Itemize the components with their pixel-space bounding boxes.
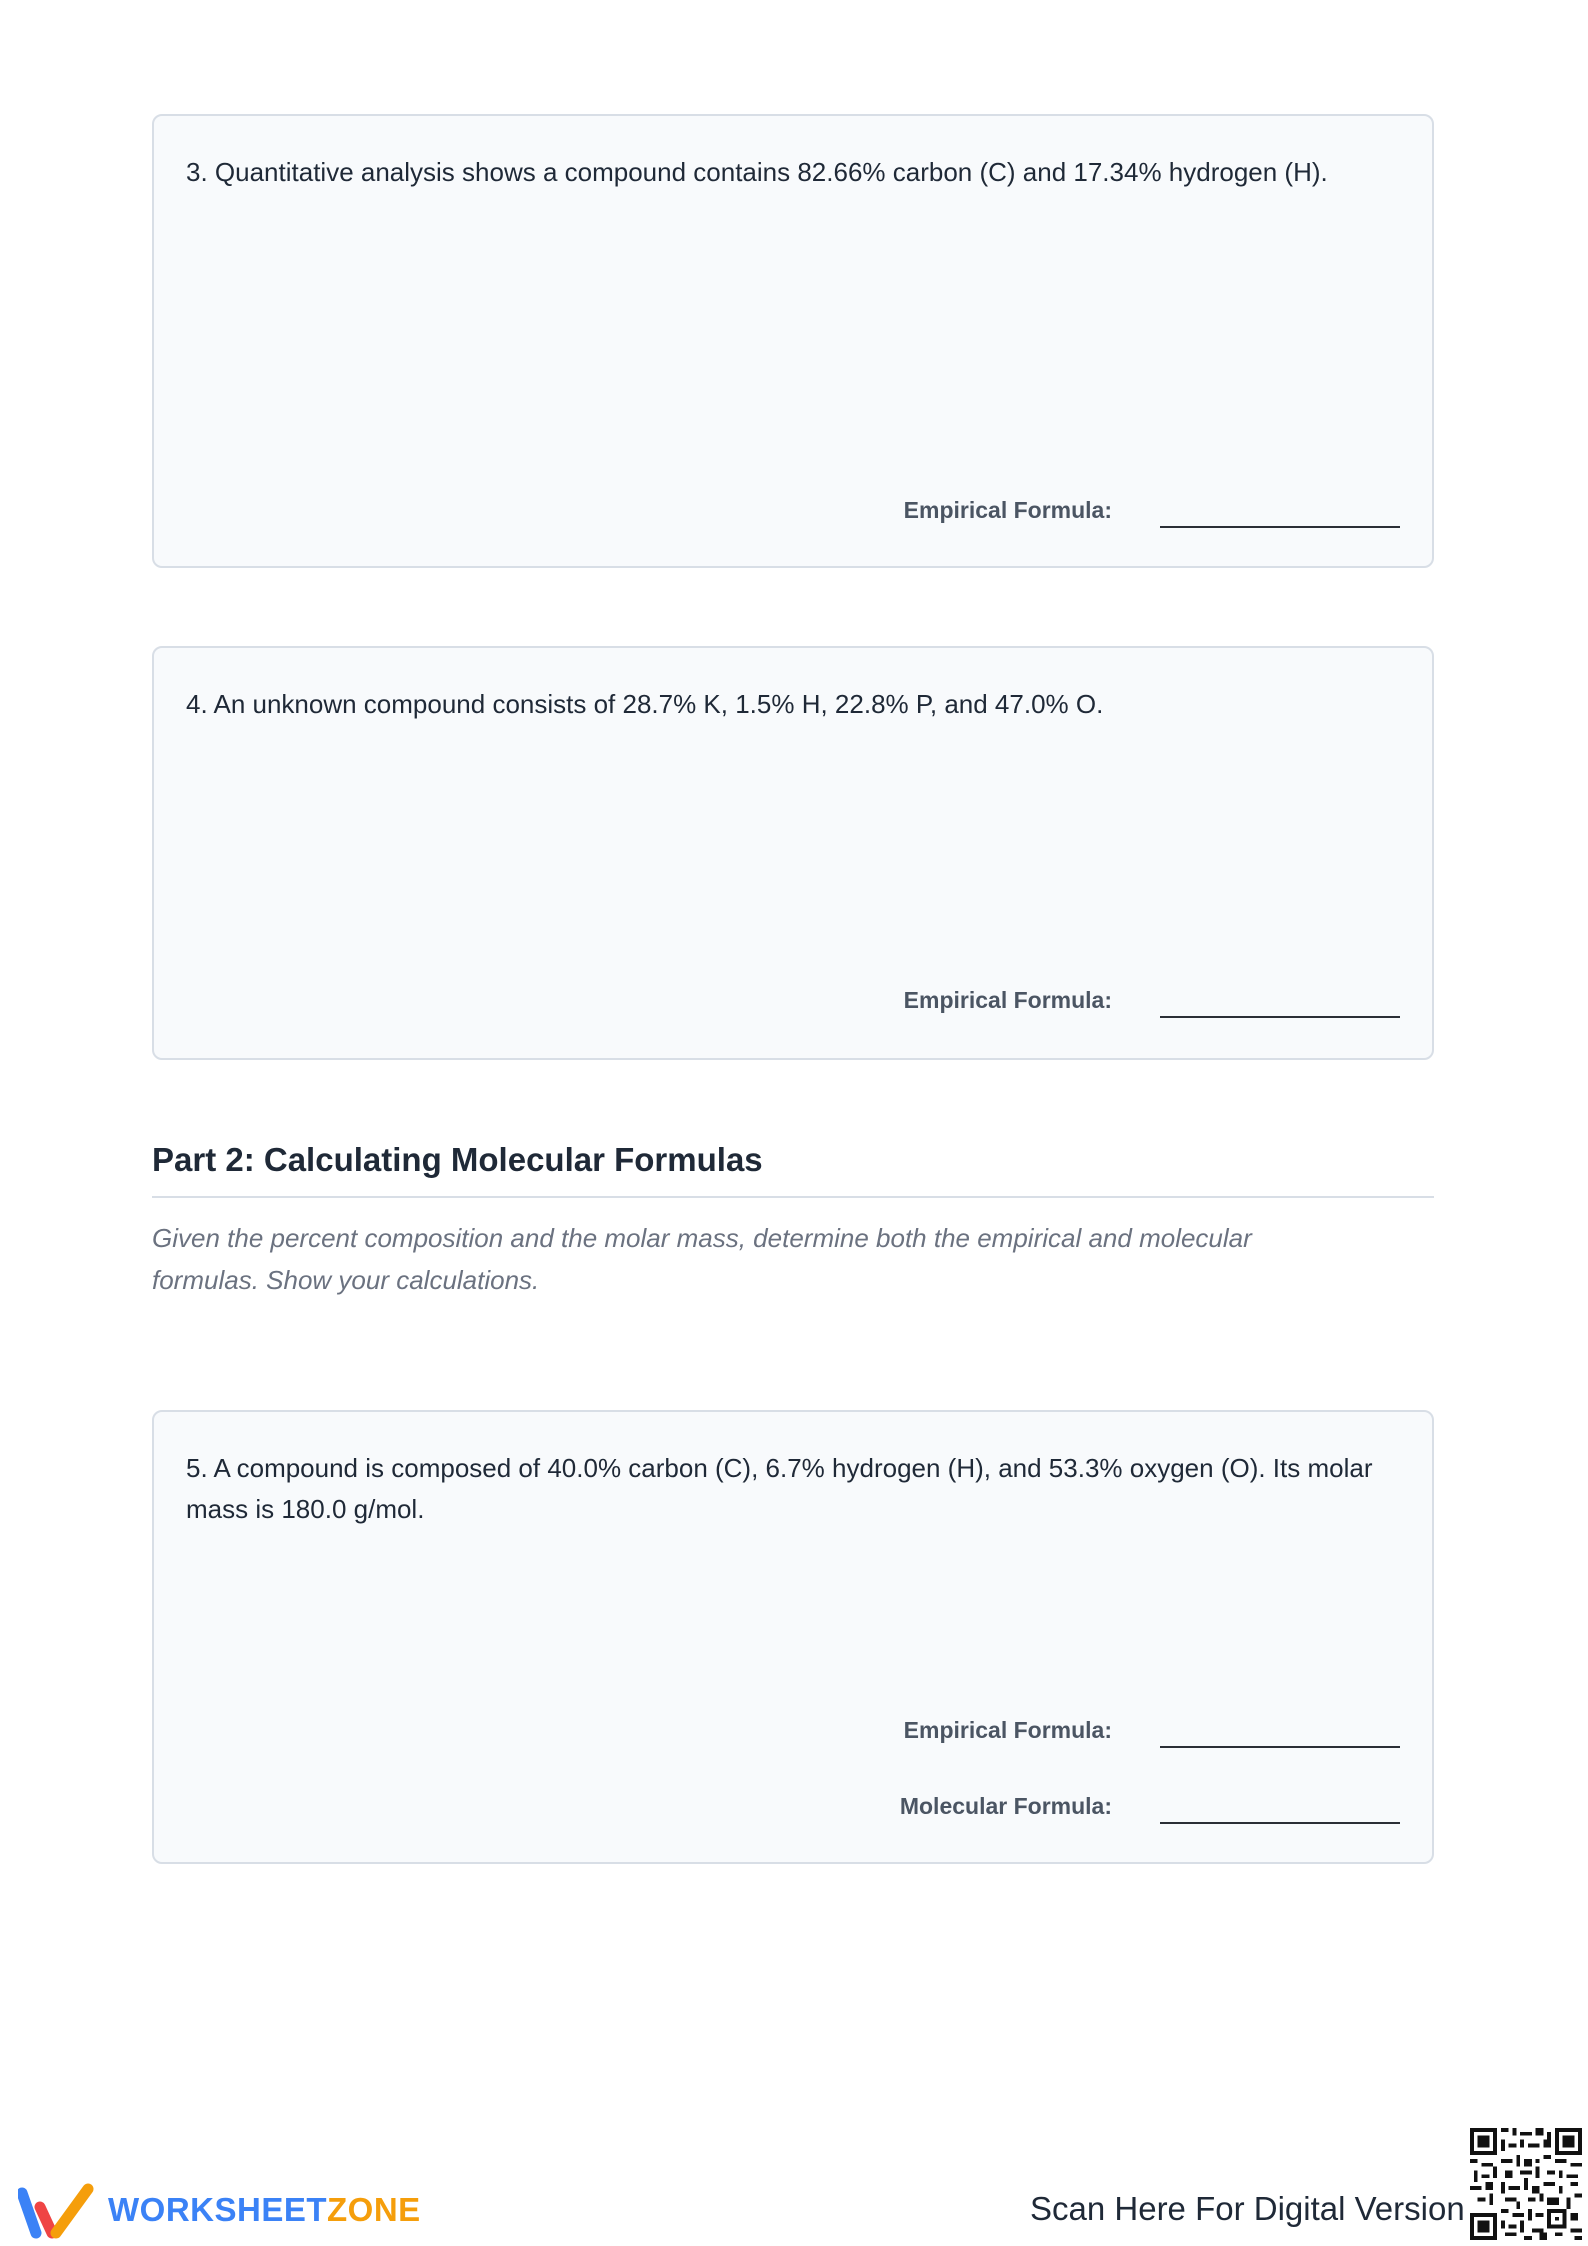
question-text: 4. An unknown compound consists of 28.7% K, 1.5% H, 22.8% P, and 47.0% O. <box>186 689 1104 719</box>
empirical-formula-label: Empirical Formula: <box>903 497 1112 523</box>
section-heading: Part 2: Calculating Molecular Formulas <box>152 1141 763 1178</box>
question-text: 3. Quantitative analysis shows a compound contains 82.66% carbon (C) and 17.34% hydrogen (H). <box>186 157 1328 187</box>
question-text: 5. A compound is composed of 40.0% carbon (C), 6.7% hydrogen (H), and 53.3% oxygen (O). Its molar mass is 180.0 g/mol. <box>186 1453 1373 1524</box>
worksheetzone-logo[interactable] <box>18 2180 421 2240</box>
empirical-formula-blank[interactable] <box>1160 526 1400 528</box>
section-instructions: Given the percent composition and the molar mass, determine both the empirical and molecular formulas. Show your calculations. <box>152 1223 1252 1295</box>
logo-wordmark <box>108 2181 421 2239</box>
empirical-formula-label: Empirical Formula: <box>903 987 1112 1013</box>
molecular-formula-answer <box>600 1792 1400 1832</box>
empirical-formula-blank[interactable] <box>1160 1746 1400 1748</box>
empirical-formula-answer <box>600 496 1400 536</box>
qr-code-icon[interactable] <box>1470 2128 1582 2240</box>
question-card-4 <box>152 646 1434 1060</box>
empirical-formula-answer <box>600 1716 1400 1756</box>
worksheetzone-logo-icon <box>18 2181 94 2239</box>
empirical-formula-blank[interactable] <box>1160 1016 1400 1018</box>
logo-word-worksheet: WORKSHEET <box>108 2191 327 2228</box>
empirical-formula-answer <box>600 986 1400 1026</box>
scan-instruction: Scan Here For Digital Version <box>1030 2190 1465 2227</box>
molecular-formula-blank[interactable] <box>1160 1822 1400 1824</box>
empirical-formula-label: Empirical Formula: <box>903 1717 1112 1743</box>
question-card-3 <box>152 114 1434 568</box>
logo-word-zone: ZONE <box>327 2191 421 2228</box>
molecular-formula-label: Molecular Formula: <box>899 1793 1112 1819</box>
section-divider <box>152 1196 1434 1198</box>
question-card-5 <box>152 1410 1434 1864</box>
